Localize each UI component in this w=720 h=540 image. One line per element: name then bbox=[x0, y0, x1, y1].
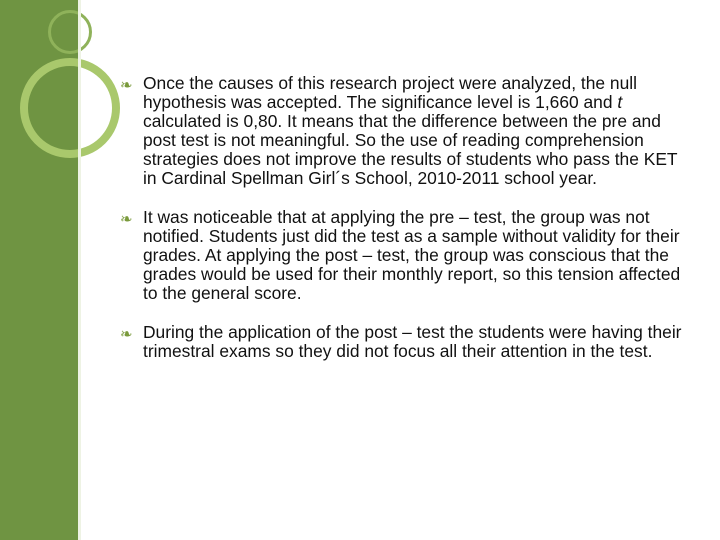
bullet-text: It was noticeable that at applying the pre – test, the group was not notified. Students just did the test as a sample without validity for their grades. At applying the post – test, the group was conscious that the grades would be used for their monthly report, so this tension affected to the general score. bbox=[143, 207, 681, 303]
bullet-list bbox=[120, 74, 695, 361]
bullet-text: During the application of the post – test the students were having their trimestral exams so they did not focus all their attention in the test. bbox=[143, 322, 682, 361]
bullet-item-conclusion bbox=[120, 74, 695, 188]
decorative-circle-small bbox=[48, 10, 92, 54]
leaf-bullet-icon: ❧ bbox=[120, 76, 133, 94]
bullet-text: Once the causes of this research project were analyzed, the null hypothesis was accepted. The significance level is 1,660 and t calculated is 0,80. It means that the difference between the pre and post test is not meaningful. So the use of reading comprehension strategies does not improve the results of students who pass the KET in Cardinal Spellman Girl´s School, 2010-2011 school year. bbox=[143, 73, 678, 188]
leaf-bullet-icon: ❧ bbox=[120, 210, 133, 228]
bullet-item-post-test bbox=[120, 323, 695, 361]
decorative-circle-large bbox=[20, 58, 120, 158]
bullet-item-pre-test bbox=[120, 208, 695, 303]
leaf-bullet-icon: ❧ bbox=[120, 325, 133, 343]
sidebar-divider bbox=[78, 0, 81, 540]
